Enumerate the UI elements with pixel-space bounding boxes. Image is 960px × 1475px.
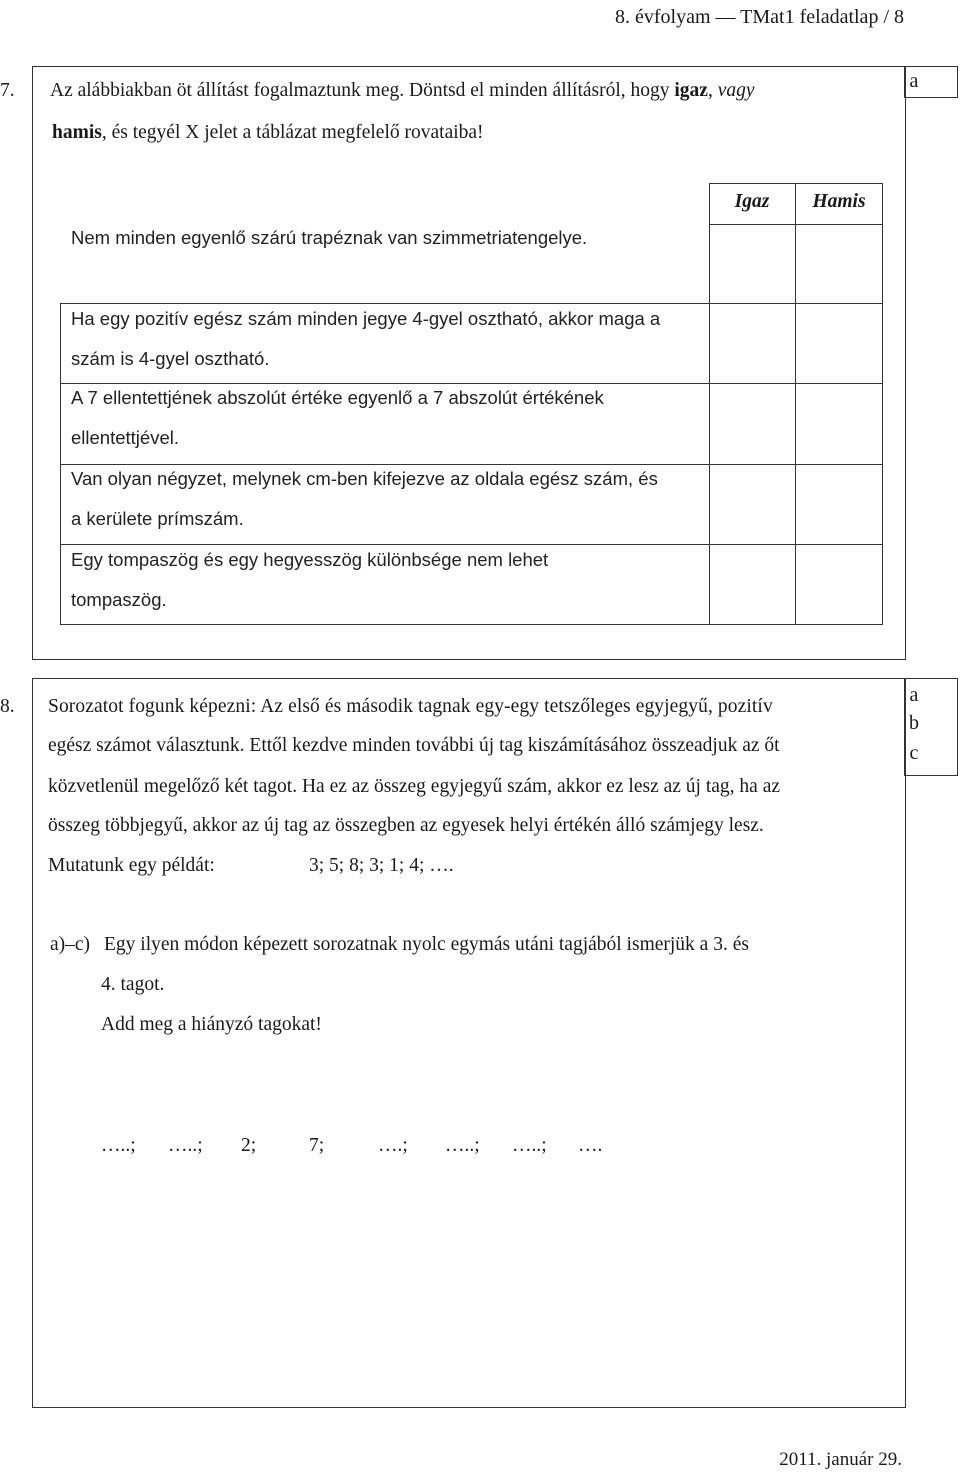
answer-cell-3-true[interactable] <box>710 384 795 464</box>
answer-cell-2-true[interactable] <box>710 304 795 383</box>
task8-line-1: Sorozatot fogunk képezni: Az első és második tagnak egy-egy tetszőleges egyjegyű, pozitív <box>48 696 773 717</box>
statement-5: Egy tompaszög és egy hegyesszög különbsége nem lehet tompaszög. <box>71 549 549 610</box>
example-label: Mutatunk egy példát: <box>48 855 215 876</box>
task7-intro-line1 <box>50 80 755 102</box>
answer-cell-5-false[interactable] <box>796 545 882 624</box>
answer-term-8[interactable]: …. <box>578 1135 603 1156</box>
intro-text: Az alábbiakban öt állítást fogalmaztunk meg. Döntsd el minden állításról, hogy <box>50 80 675 101</box>
task8-line-2: egész számot választunk. Ettől kezdve minden további új tag kiszámításához összeadjuk az őt <box>48 735 780 756</box>
subtask-text-1: Egy ilyen módon képezett sorozatnak nyolc egymás utáni tagjából ismerjük a 3. és <box>104 934 749 955</box>
col-header-true: Igaz <box>734 191 770 212</box>
table-top-border <box>709 183 883 184</box>
task7-number: 7. <box>0 80 15 101</box>
subtask-text-2: 4. tagot. <box>101 974 165 995</box>
col-header-false: Hamis <box>812 191 866 212</box>
answer-term-6[interactable]: …..; <box>445 1135 480 1156</box>
answer-cell-1-false[interactable] <box>796 225 882 303</box>
answer-cell-1-true[interactable] <box>710 225 795 303</box>
intro-comma: , <box>707 80 718 101</box>
answer-term-5[interactable]: ….; <box>378 1135 408 1156</box>
subtask-label: a)–c) <box>50 934 91 955</box>
task8-line-4: összeg többjegyű, akkor az új tag az összegben az egyesek helyi értékén álló számjegy lesz. <box>48 815 764 836</box>
statement-3: A 7 ellentettjének abszolút értéke egyenlő a 7 abszolút értékének ellentettjével. <box>71 387 604 448</box>
answer-cell-5-true[interactable] <box>710 545 795 624</box>
task8-score-b: b <box>909 712 919 734</box>
answer-term-2[interactable]: …..; <box>168 1135 203 1156</box>
intro-rest: , és tegyél X jelet a táblázat megfelelő rovataiba! <box>101 122 484 143</box>
page-header: 8. évfolyam — TMat1 feladatlap / 8 <box>615 6 904 28</box>
answer-term-1[interactable]: …..; <box>101 1135 136 1156</box>
answer-term-3: 2; <box>241 1135 257 1156</box>
intro-vagy: vagy <box>717 80 755 101</box>
task8-score-c: c <box>909 742 919 764</box>
task8-score-a: a <box>909 684 919 706</box>
task7-intro-line2 <box>52 122 484 144</box>
answer-cell-4-true[interactable] <box>710 465 795 544</box>
intro-igaz: igaz <box>674 80 708 101</box>
subtask-text-3: Add meg a hiányzó tagokat! <box>101 1014 322 1035</box>
answer-term-4: 7; <box>309 1135 325 1156</box>
task8-line-3: közvetlenül megelőző két tagot. Ha ez az összeg egyjegyű szám, akkor ez lesz az új tag, ha az <box>48 776 781 797</box>
example-sequence: 3; 5; 8; 3; 1; 4; …. <box>309 855 454 876</box>
statement-4: Van olyan négyzet, melynek cm-ben kifejezve az oldala egész szám, és a kerülete prímszám. <box>71 468 658 529</box>
task7-score-label: a <box>909 70 919 92</box>
answer-cell-4-false[interactable] <box>796 465 882 544</box>
task8-number: 8. <box>0 696 15 717</box>
page-footer: 2011. január 29. <box>779 1449 902 1470</box>
answer-term-7[interactable]: …..; <box>512 1135 547 1156</box>
statement-2: Ha egy pozitív egész szám minden jegye 4-gyel osztható, akkor maga a szám is 4-gyel osztható. <box>71 308 661 369</box>
answer-cell-2-false[interactable] <box>796 304 882 383</box>
table-bottom-line <box>60 624 883 625</box>
statement-1: Nem minden egyenlő szárú trapéznak van szimmetriatengelye. <box>71 227 588 248</box>
answer-cell-3-false[interactable] <box>796 384 882 464</box>
intro-hamis: hamis <box>52 122 102 143</box>
